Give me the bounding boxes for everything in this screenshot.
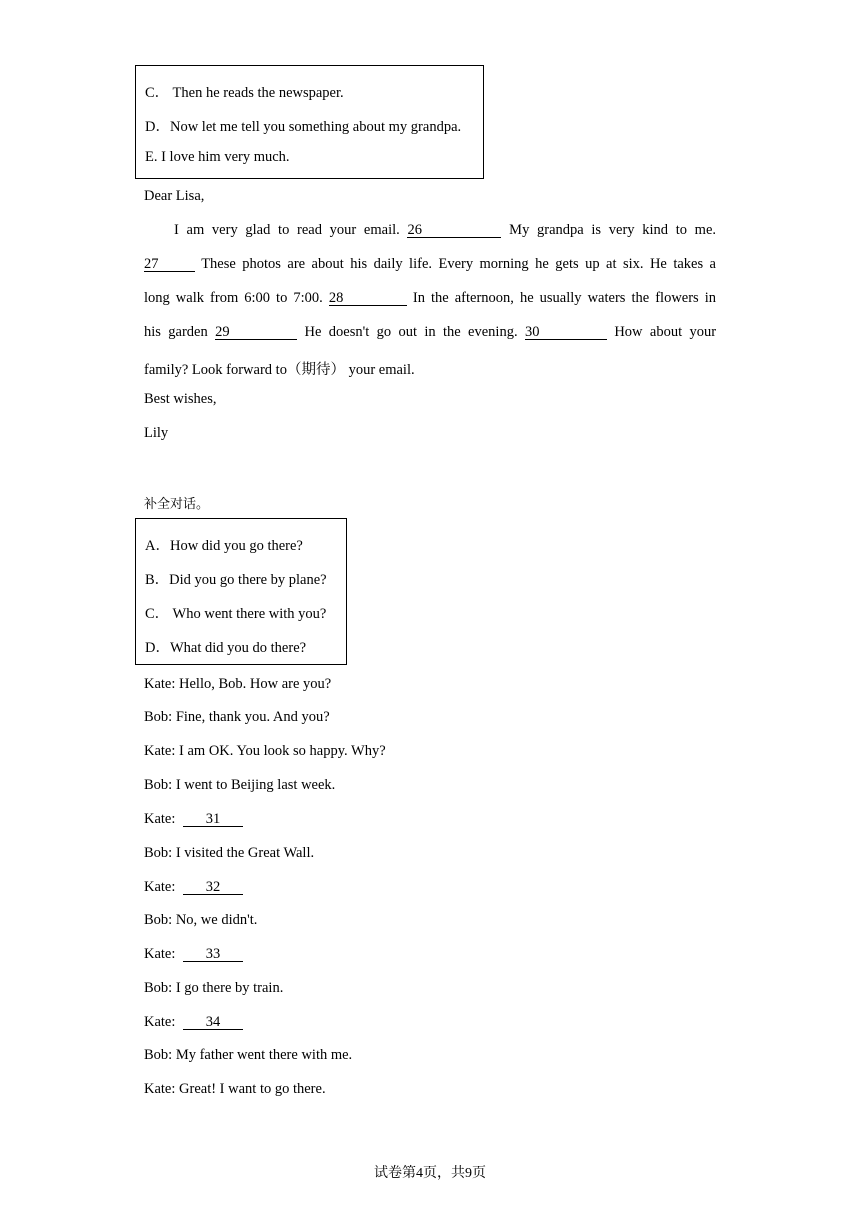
dialogue-line: Bob: I go there by train. [144, 980, 284, 996]
blank-29[interactable]: 29 [215, 325, 297, 340]
letter-text: his garden [144, 324, 208, 340]
letter-text: How about your [614, 324, 717, 340]
letter-text: He doesn't go out in the evening. [304, 324, 518, 340]
section-instruction: 补全对话。 [144, 497, 210, 512]
letter-text: These photos are about his daily life. Every morning he gets up at six. He takes a [201, 256, 716, 272]
blank-32[interactable]: 32 [183, 880, 243, 895]
letter-text: I am very glad to read your email. [174, 222, 400, 238]
dialogue-line: Bob: I visited the Great Wall. [144, 845, 315, 861]
option-a: A．How did you go there? [145, 538, 303, 554]
blank-33[interactable]: 33 [183, 947, 243, 962]
speaker: Kate: [144, 879, 176, 895]
speaker: Kate: [144, 811, 176, 827]
letter-text: In the afternoon, he usually waters the flowers in [412, 290, 717, 306]
dialogue-line: Kate: Great! I want to go there. [144, 1081, 326, 1097]
dialogue-line: Kate: I am OK. You look so happy. Why? [144, 743, 386, 759]
dialogue-line: Bob: Fine, thank you. And you? [144, 709, 330, 725]
dialogue-line [144, 1014, 243, 1031]
option-box-2 [135, 518, 347, 665]
dialogue-line: Bob: I went to Beijing last week. [144, 777, 336, 793]
blank-28[interactable]: 28 [329, 291, 407, 306]
option-d: D．Now let me tell you something about my grandpa. [145, 119, 462, 135]
letter-text: My grandpa is very kind to me. [509, 222, 717, 238]
letter-line-5: family? Look forward to（期待） your email. [144, 362, 415, 378]
dialogue-line [144, 879, 243, 896]
blank-26[interactable]: 26 [407, 223, 501, 238]
blank-30[interactable]: 30 [525, 325, 607, 340]
option-e: E. I love him very much. [145, 149, 290, 165]
letter-signature: Lily [144, 425, 169, 441]
letter-line-3 [144, 290, 716, 307]
dialogue-line: Bob: My father went there with me. [144, 1047, 353, 1063]
letter-line-1 [174, 222, 716, 239]
dialogue-line: Bob: No, we didn't. [144, 912, 258, 928]
option-b: B．Did you go there by plane? [145, 572, 327, 588]
option-c: C． Then he reads the newspaper. [145, 85, 344, 101]
letter-line-2 [144, 256, 716, 273]
dialogue-line [144, 946, 243, 963]
speaker: Kate: [144, 946, 176, 962]
blank-27[interactable]: 27 [144, 257, 195, 272]
letter-line-4 [144, 324, 716, 341]
page-footer: 试卷第4页，共9页 [374, 1166, 486, 1181]
letter-closing: Best wishes, [144, 391, 217, 407]
letter-greeting: Dear Lisa, [144, 188, 205, 204]
blank-34[interactable]: 34 [183, 1015, 243, 1030]
dialogue-line [144, 811, 243, 828]
option-box-1 [135, 65, 484, 179]
option-d: D．What did you do there? [145, 640, 307, 656]
dialogue-line: Kate: Hello, Bob. How are you? [144, 676, 332, 692]
speaker: Kate: [144, 1014, 176, 1030]
blank-31[interactable]: 31 [183, 812, 243, 827]
letter-text: long walk from 6:00 to 7:00. [144, 290, 323, 306]
option-c: C． Who went there with you? [145, 606, 327, 622]
